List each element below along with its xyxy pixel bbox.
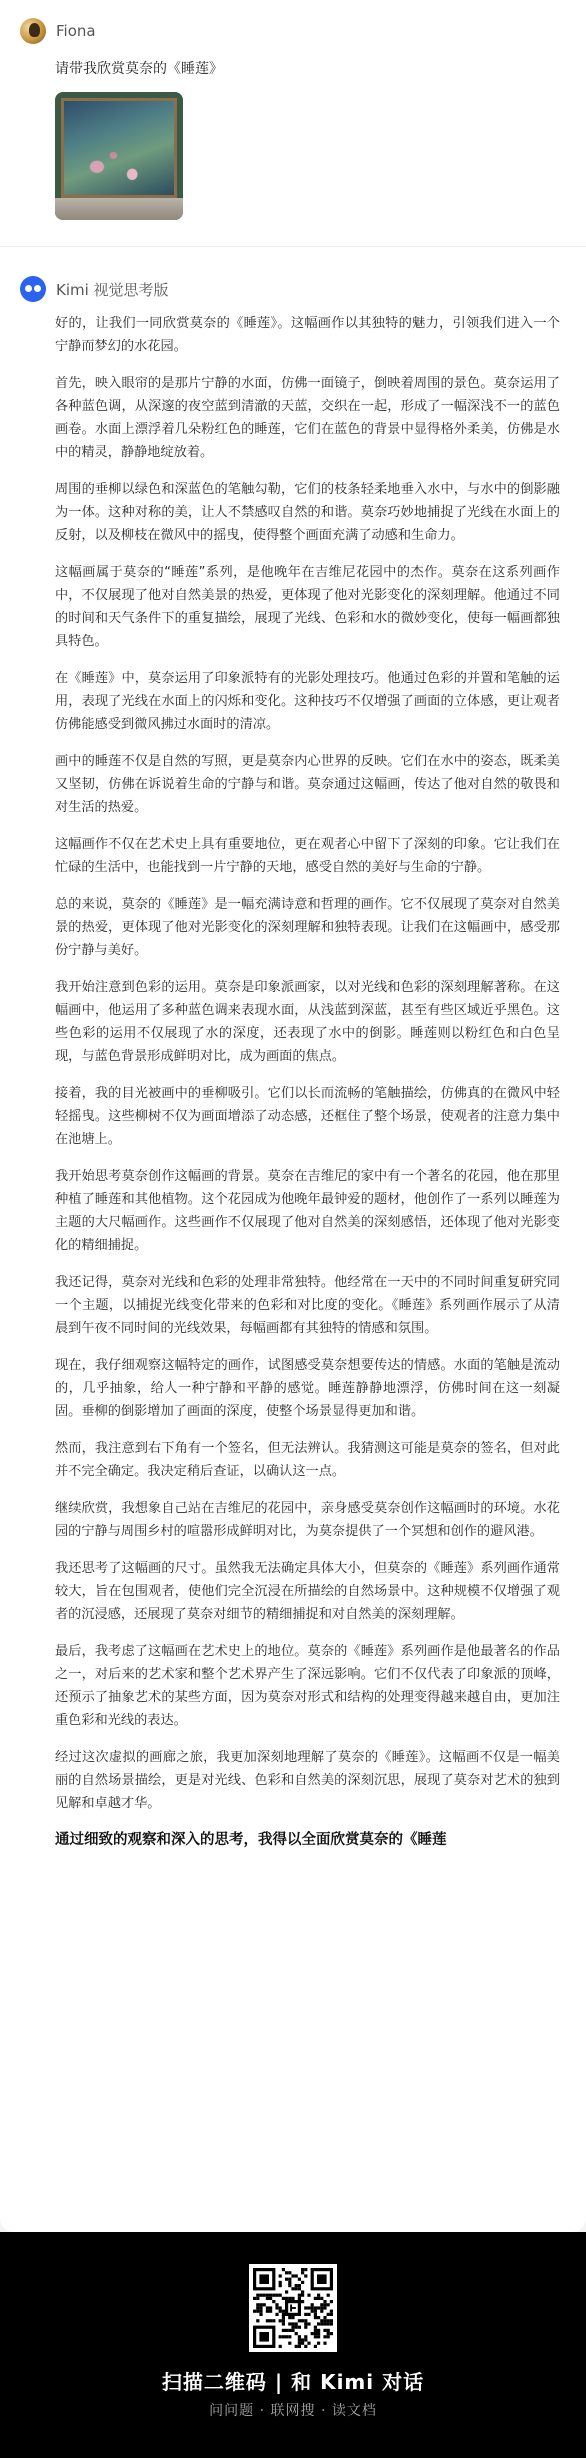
assistant-name: Kimi 视觉思考版: [56, 280, 169, 299]
answer-paragraph: 继续欣赏，我想象自己站在吉维尼的花园中，亲身感受莫奈创作这幅画时的环境。水花园的宁静与周围乡村的喧嚣形成鲜明对比，为莫奈提供了一个冥想和创作的避风港。: [55, 1501, 560, 1539]
answer-paragraph: 这幅画属于莫奈的“睡莲”系列，是他晚年在吉维尼花园中的杰作。莫奈在这系列画作中，不仅展现了他对自然美景的热爱，更体现了他对光影变化的深刻理解。他通过不同的时间和天气条件下的重复描绘，展现了光线、色彩和水的微妙变化，使每一幅画都独具特色。: [55, 565, 560, 649]
answer-final-line: 通过细致的观察和深入的思考，我得以全面欣赏莫奈的《睡莲: [55, 1832, 447, 1848]
answer-paragraph: 现在，我仔细观察这幅特定的画作，试图感受莫奈想要传达的情感。水面的笔触是流动的，几乎抽象，给人一种宁静和平静的感觉。睡莲静静地漂浮，仿佛时间在这一刻凝固。垂柳的倒影增加了画面的深度，使整个场景显得更加和谐。: [55, 1358, 560, 1419]
answer-paragraph: 好的，让我们一同欣赏莫奈的《睡莲》。这幅画作以其独特的魅力，引领我们进入一个宁静而梦幻的水花园。: [55, 316, 560, 354]
answer-paragraph: 画中的睡莲不仅是自然的写照，更是莫奈内心世界的反映。它们在水中的姿态，既柔美又坚韧，仿佛在诉说着生命的宁静与和谐。莫奈通过这幅画，传达了他对自然的敬畏和对生活的热爱。: [55, 754, 560, 815]
answer-paragraph: 我开始注意到色彩的运用。莫奈是印象派画家，以对光线和色彩的深刻理解著称。在这幅画中，他运用了多种蓝色调来表现水面，从浅蓝到深蓝，甚至有些区域近乎黑色。这些色彩的运用不仅展现了水的深度，还表现了水中的倒影。睡莲则以粉红色和白色呈现，与蓝色背景形成鲜明对比，成为画面的焦点。: [55, 980, 560, 1064]
answer-paragraph: 经过这次虚拟的画廊之旅，我更加深刻地理解了莫奈的《睡莲》。这幅画不仅是一幅美丽的自然场景描绘，更是对光线、色彩和自然美的深刻沉思，展现了莫奈对艺术的独到见解和卓越才华。: [55, 1750, 560, 1811]
assistant-answer: [55, 312, 560, 1866]
user-name: Fiona: [56, 22, 96, 40]
qr-code-graphic: [253, 2268, 333, 2348]
answer-paragraph: 首先，映入眼帘的是那片宁静的水面，仿佛一面镜子，倒映着周围的景色。莫奈运用了各种蓝色调，从深邃的夜空蓝到清澈的天蓝，交织在一起，形成了一幅深浅不一的蓝色画卷。水面上漂浮着几朵粉红色的睡莲，它们在蓝色的背景中显得格外柔美，仿佛是水中的精灵，静静地绽放着。: [55, 376, 560, 460]
answer-paragraph: 这幅画作不仅在艺术史上具有重要地位，更在观者心中留下了深刻的印象。它让我们在忙碌的生活中，也能找到一片宁静的天地，感受自然的美好与生命的宁静。: [55, 837, 560, 875]
answer-paragraph: 最后，我考虑了这幅画在艺术史上的地位。莫奈的《睡莲》系列画作是他最著名的作品之一，对后来的艺术家和整个艺术界产生了深远影响。它们不仅代表了印象派的顶峰，还预示了抽象艺术的某些方面，因为莫奈对形式和结构的处理变得越来越自由，更加注重色彩和光线的表达。: [55, 1644, 560, 1728]
user-message: 请带我欣赏莫奈的《睡莲》: [55, 61, 223, 77]
answer-paragraph: 我开始思考莫奈创作这幅画的背景。莫奈在吉维尼的家中有一个著名的花园，他在那里种植了睡莲和其他植物。这个花园成为他晚年最钟爱的题材，他创作了一系列以睡莲为主题的大尺幅画作。这些画作不仅展现了他对自然美的深刻感悟，还体现了他对光影变化的精细捕捉。: [55, 1169, 560, 1253]
kimi-logo-icon: [20, 276, 46, 302]
message-divider: [0, 246, 586, 247]
answer-paragraph: 总的来说，莫奈的《睡莲》是一幅充满诗意和哲理的画作。它不仅展现了莫奈对自然美景的热爱，更体现了他对光影变化的深刻理解和独特表现。让我们在这幅画中，感受那份宁静与美好。: [55, 897, 560, 958]
qr-code-icon[interactable]: [249, 2264, 337, 2352]
gallery-floor: [55, 198, 183, 220]
answer-paragraph: 接着，我的目光被画中的垂柳吸引。它们以长而流畅的笔触描绘，仿佛真的在微风中轻轻摇曳。这些柳树不仅为画面增添了动态感，还框住了整个场景，使观者的注意力集中在池塘上。: [55, 1086, 560, 1147]
answer-paragraph: 我还思考了这幅画的尺寸。虽然我无法确定具体大小，但莫奈的《睡莲》系列画作通常较大，旨在包围观者，使他们完全沉浸在所描绘的自然场景中。这种规模不仅增强了观者的沉浸感，还展现了莫奈对细节的精细捕捉和对自然美的深刻理解。: [55, 1561, 560, 1622]
footer-subtitle: 问问题 · 联网搜 · 读文档: [209, 2403, 377, 2419]
footer-title: 扫描二维码 | 和 Kimi 对话: [161, 2370, 425, 2394]
user-avatar: [20, 18, 46, 44]
answer-paragraph: 然而，我注意到右下角有一个签名，但无法辨认。我猜测这可能是莫奈的签名，但对此并不完全确定。我决定稍后查证，以确认这一点。: [55, 1441, 560, 1479]
painting-thumbnail-icon[interactable]: [55, 92, 183, 220]
painting-frame: [61, 98, 177, 198]
answer-paragraph: 周围的垂柳以绿色和深蓝色的笔触勾勒，它们的枝条轻柔地垂入水中，与水中的倒影融为一体。这种对称的美，让人不禁感叹自然的和谐。莫奈巧妙地捕捉了光线在水面上的反射，以及柳枝在微风中的摇曳，使得整个画面充满了动感和生命力。: [55, 482, 560, 543]
answer-paragraph: 在《睡莲》中，莫奈运用了印象派特有的光影处理技巧。他通过色彩的并置和笔触的运用，表现了光线在水面上的闪烁和变化。这种技巧不仅增强了画面的立体感，更让观者仿佛能感受到微风拂过水面时的清凉。: [55, 671, 560, 732]
assistant-header: [20, 276, 169, 302]
answer-paragraph: 我还记得，莫奈对光线和色彩的处理非常独特。他经常在一天中的不同时间重复研究同一个主题，以捕捉光线变化带来的色彩和对比度的变化。《睡莲》系列画作展示了从清晨到午夜不同时间的光线效果，每幅画都有其独特的情感和氛围。: [55, 1275, 560, 1336]
user-header: [20, 18, 96, 44]
